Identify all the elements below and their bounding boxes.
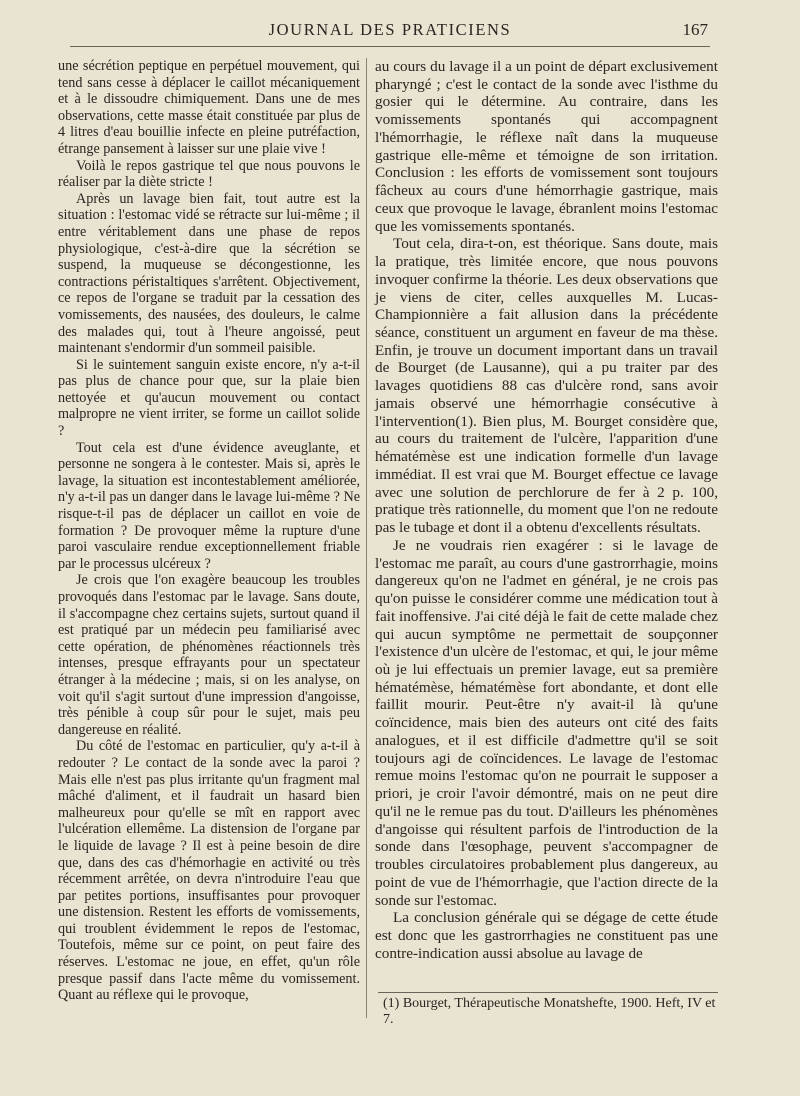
footnote: (1) Bourget, Thérapeutische Monatshefte, 1900. Heft, IV et 7.: [383, 996, 716, 1027]
page-header: [70, 18, 710, 47]
footnote-rule: [378, 992, 718, 993]
paragraph: La conclusion générale qui se dégage de cette étude est donc que les gastrorrhagies ne constituent pas une contre-indication aussi absolue au lavage de: [375, 909, 718, 962]
paragraph: une sécrétion peptique en perpétuel mouvement, qui tend sans cesse à déplacer le caillot mécaniquement et à le dissoudre chimiquement. Dans une de mes observations, cette masse était constituée par plus de 4 litres d'eau bouillie infecte en pleine putréfaction, étrange pansement à laisser sur une plaie vive !: [58, 58, 360, 157]
paragraph: Je ne voudrais rien exagérer : si le lavage de l'estomac me paraît, au cours d'une gastrorrhagie, moins dangereux qu'on ne l'admet en général, je ne crois pas qu'on puisse le considérer comme une médication tout à fait inoffensive. J'ai cité déjà le fait de cette malade chez qui aucun symptôme ne permettait de soupçonner l'existence d'un ulcère de l'estomac, et qui, le jour même où je lui effectuais un premier lavage, eut sa première hématémèse, hématémèse fort abondante, et dont elle faillit mourir. Peut-être n'y avait-il là qu'une coïncidence, mais bien des auteurs ont cité des faits analogues, et il est difficile d'admettre qu'il se soit toujours agi de coïncidences. Le lavage de l'estomac remue moins l'estomac qu'on ne pourrait le supposer a priori, je croir l'avoir démontré, mais on ne peut dire qu'il ne le remue pas du tout. D'ailleurs les phénomènes d'angoisse qui résultent parfois de l'introduction de la sonde dans l'œsophage, peuvent s'accompagner de troubles circulatoires probablement plus dangereux, au point de vue de l'hémorrhagie, que l'action directe de la sonde sur l'estomac.: [375, 536, 718, 909]
paragraph: Du côté de l'estomac en particulier, qu'y a-t-il à redouter ? Le contact de la sonde avec la paroi ? Mais elle n'est pas plus irritante qu'un fragment mal mâché d'aliment, et il faudrait un hasard bien malheureux pour qu'elle se mît en rapport avec l'ulcération ellemême. La distension de l'organe par le liquide de lavage ? Il est à peine besoin de dire que, dans des cas d'hémorhagie en activité ou très récemment arrêtée, on devra n'introduire l'eau que par petites portions, insuffisantes pour provoquer une distension. Restent les efforts de vomissements, qui troublent évidemment le repos de l'estomac, Toutefois, même sur ce point, on peut faire des réserves. L'estomac ne joue, en effet, qu'un rôle presque passif dans l'acte même du vomissement. Quant au réflexe qui le provoque,: [58, 738, 360, 1004]
left-column: [58, 58, 360, 1004]
paragraph: Tout cela, dira-t-on, est théorique. Sans doute, mais la pratique, très limitée encore, que nous pouvons invoquer confirme la théorie. Les deux observations que je viens de citer, celles auxquelles M. Lucas-Championnière a fait allusion dans la précédente séance, constituent un argument en faveur de ma thèse. Enfin, je trouve un document important dans un travail de Bourget (de Lausanne), qui a pu traiter par des lavages quotidiens 88 cas d'ulcère rond, sans avoir jamais observé une hémorrhagie consécutive à l'intervention(1). Bien plus, M. Bourget considère que, au cours du traitement de l'ulcère, l'apparition d'une hématémèse est une indication formelle d'un lavage immédiat. Il est vrai que M. Bourget effectue ce lavage avec une solution de perchlorure de fer à 2 p. 100, pratique très rationnelle, du moment que l'on ne redoute pas le tubage et dont il a obtenu d'excellents résultats.: [375, 235, 718, 537]
page-number: 167: [682, 20, 708, 39]
paragraph: Après un lavage bien fait, tout autre est la situation : l'estomac vidé se rétracte sur lui-même ; il entre véritablement dans une phase de repos physiologique, c'est-à-dire que la sécrétion se suspend, la muqueuse se décongestionne, les contractions péristaltiques s'arrêtent. Objectivement, ce repos de l'organe se traduit par la cessation des vomissements, des nausées, des douleurs, le calme des malades qui, tout à l'heure angoissé, peut maintenant s'endormir d'un sommeil paisible.: [58, 190, 360, 357]
paragraph: Je crois que l'on exagère beaucoup les troubles provoqués dans l'estomac par le lavage. Sans doute, il s'accompagne chez certains sujets, surtout quand il est pratiqué par un médecin peu familiarisé avec cette opération, de phénomènes réactionnels très intenses, presque effrayants pour un spectateur étranger à la médecine ; mais, si on les analyse, on voit qu'il s'agit surtout d'une impression d'angoisse, très pénible à coup sûr pour le sujet, mais peu dangereuse en réalité.: [58, 572, 360, 738]
paragraph: au cours du lavage il a un point de départ exclusivement pharyngé ; c'est le contact de la sonde avec l'isthme du gosier qui le détermine. Au contraire, dans les vomissements spontanés qui accompagnent l'hémorrhagie, le réflexe naît dans la muqueuse gastrique elle-même et témoigne de son irritation. Conclusion : les efforts de vomissement sont toujours fâcheux au cours d'une hémorrhagie gastrique, mais ceux que provoque le lavage, ébranlent moins l'estomac que les vomissements spontanés.: [375, 58, 718, 235]
paragraph: Tout cela est d'une évidence aveuglante, et personne ne songera à le contester. Mais si, après le lavage, la situation est incontestablement améliorée, n'y a-t-il pas un danger dans le lavage lui-même ? Ne risque-t-il pas de déplacer un caillot en voie de formation ? De provoquer même la rupture d'une paroi vasculaire rendue exceptionnellement friable par le processus ulcéreux ?: [58, 439, 360, 572]
right-column: [375, 58, 718, 962]
paragraph: Voilà le repos gastrique tel que nous pouvons le réaliser par la diète stricte !: [58, 157, 360, 191]
column-divider: [366, 58, 367, 1018]
paragraph: Si le suintement sanguin existe encore, n'y a-t-il pas plus de chance pour que, sur la plaie bien nettoyée et qu'aucun mouvement ou contact malpropre ne vient irriter, se forme un caillot solide ?: [58, 356, 360, 440]
running-title: JOURNAL DES PRATICIENS: [268, 20, 512, 39]
